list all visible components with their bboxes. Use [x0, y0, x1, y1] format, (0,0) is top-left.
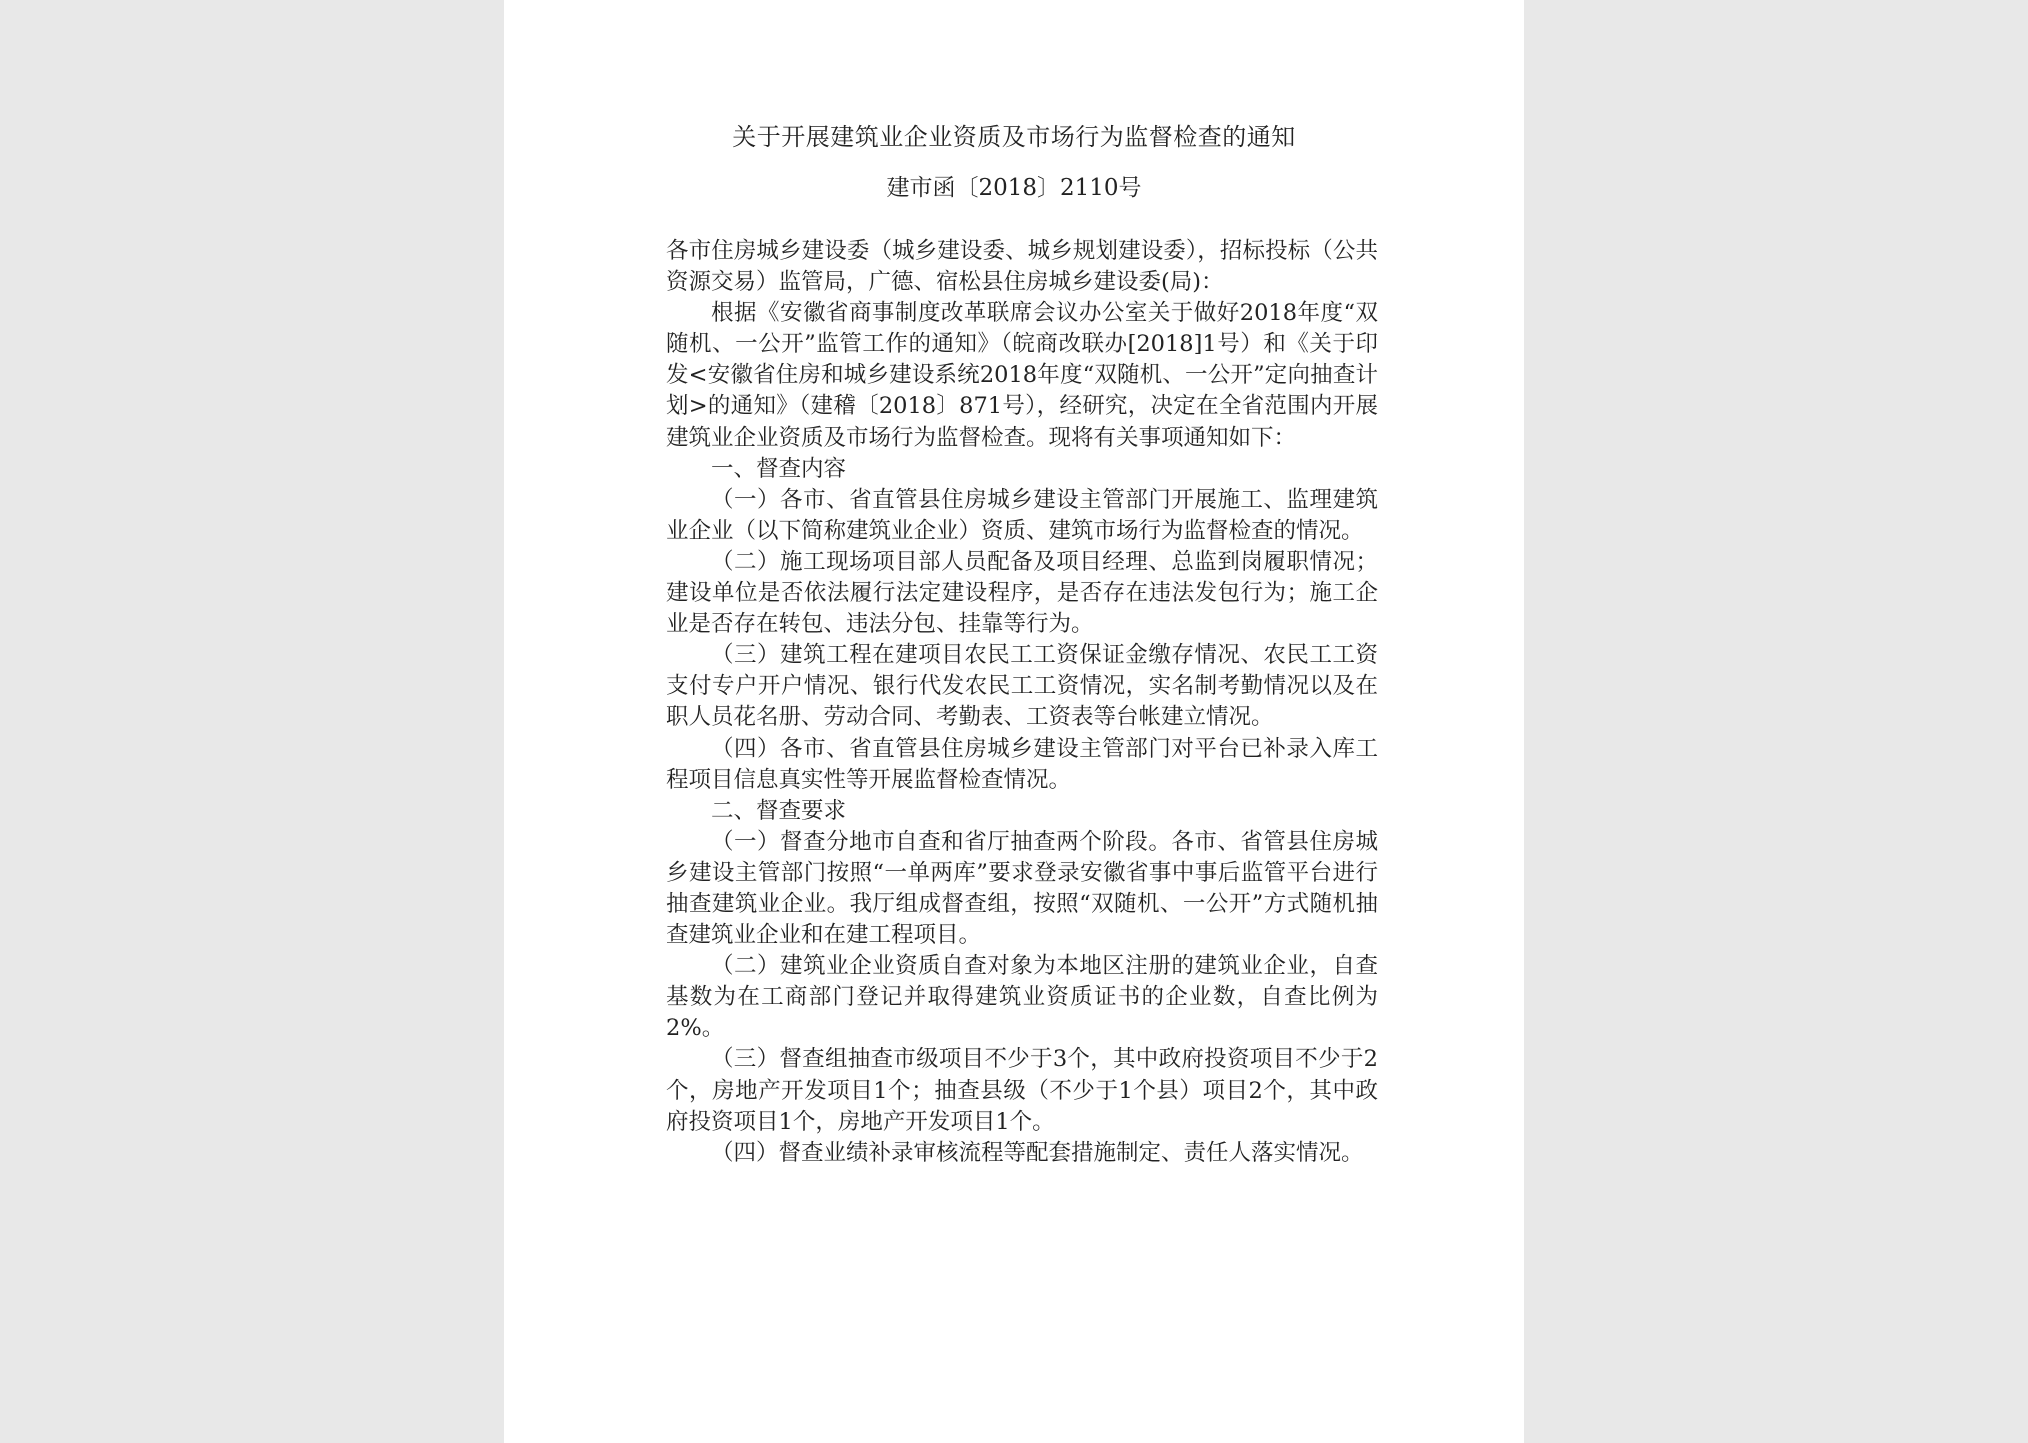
section1-item-4: （四）各市、省直管县住房城乡建设主管部门对平台已补录入库工程项目信息真实性等开展监督检查情况。 [666, 735, 1378, 793]
document-number: 建市函〔2018〕2110号 [886, 175, 1142, 201]
document-body [666, 236, 1378, 1169]
section-heading-2: 二、督查要求 [711, 797, 847, 824]
recipients-paragraph: 各市住房城乡建设委（城乡建设委、城乡规划建设委），招标投标（公共资源交易）监管局，广德、宿松县住房城乡建设委(局)： [666, 238, 1378, 296]
section2-item-4: （四）督查业绩补录审核流程等配套措施制定、责任人落实情况。 [711, 1139, 1364, 1166]
section1-item-1: （一）各市、省直管县住房城乡建设主管部门开展施工、监理建筑业企业（以下简称建筑业企业）资质、建筑市场行为监督检查的情况。 [666, 486, 1378, 544]
document-title: 关于开展建筑业企业资质及市场行为监督检查的通知 [732, 123, 1296, 151]
section1-item-2: （二）施工现场项目部人员配备及项目经理、总监到岗履职情况；建设单位是否依法履行法定建设程序，是否存在违法发包行为；施工企业是否存在转包、违法分包、挂靠等行为。 [666, 548, 1378, 638]
section2-item-3: （三）督查组抽查市级项目不少于3个，其中政府投资项目不少于2个，房地产开发项目1个；抽查县级（不少于1个县）项目2个，其中政府投资项目1个，房地产开发项目1个。 [666, 1046, 1378, 1135]
intro-paragraph: 根据《安徽省商事制度改革联席会议办公室关于做好2018年度“双随机、一公开”监管工作的通知》（皖商改联办[2018]1号）和《关于印发<安徽省住房和城乡建设系统2018年度“双随机、一公开”定向抽查计划>的通知》（建稽〔2018〕871号），经研究，决定在全省范围内开展建筑业企业资质及市场行为监督检查。现将有关事项通知如下： [666, 300, 1378, 451]
section2-item-1: （一）督查分地市自查和省厅抽查两个阶段。各市、省管县住房城乡建设主管部门按照“一单两库”要求登录安徽省事中事后监管平台进行抽查建筑业企业。我厅组成督查组，按照“双随机、一公开”方式随机抽查建筑业企业和在建工程项目。 [666, 828, 1378, 949]
section2-item-2: （二）建筑业企业资质自查对象为本地区注册的建筑业企业，自查基数为在工商部门登记并取得建筑业资质证书的企业数，自查比例为2%。 [666, 953, 1378, 1042]
section-heading-1: 一、督查内容 [711, 455, 847, 482]
section1-item-3: （三）建筑工程在建项目农民工工资保证金缴存情况、农民工工资支付专户开户情况、银行代发农民工工资情况，实名制考勤情况以及在职人员花名册、劳动合同、考勤表、工资表等台帐建立情况。 [666, 642, 1378, 731]
document-page [504, 0, 1524, 1443]
